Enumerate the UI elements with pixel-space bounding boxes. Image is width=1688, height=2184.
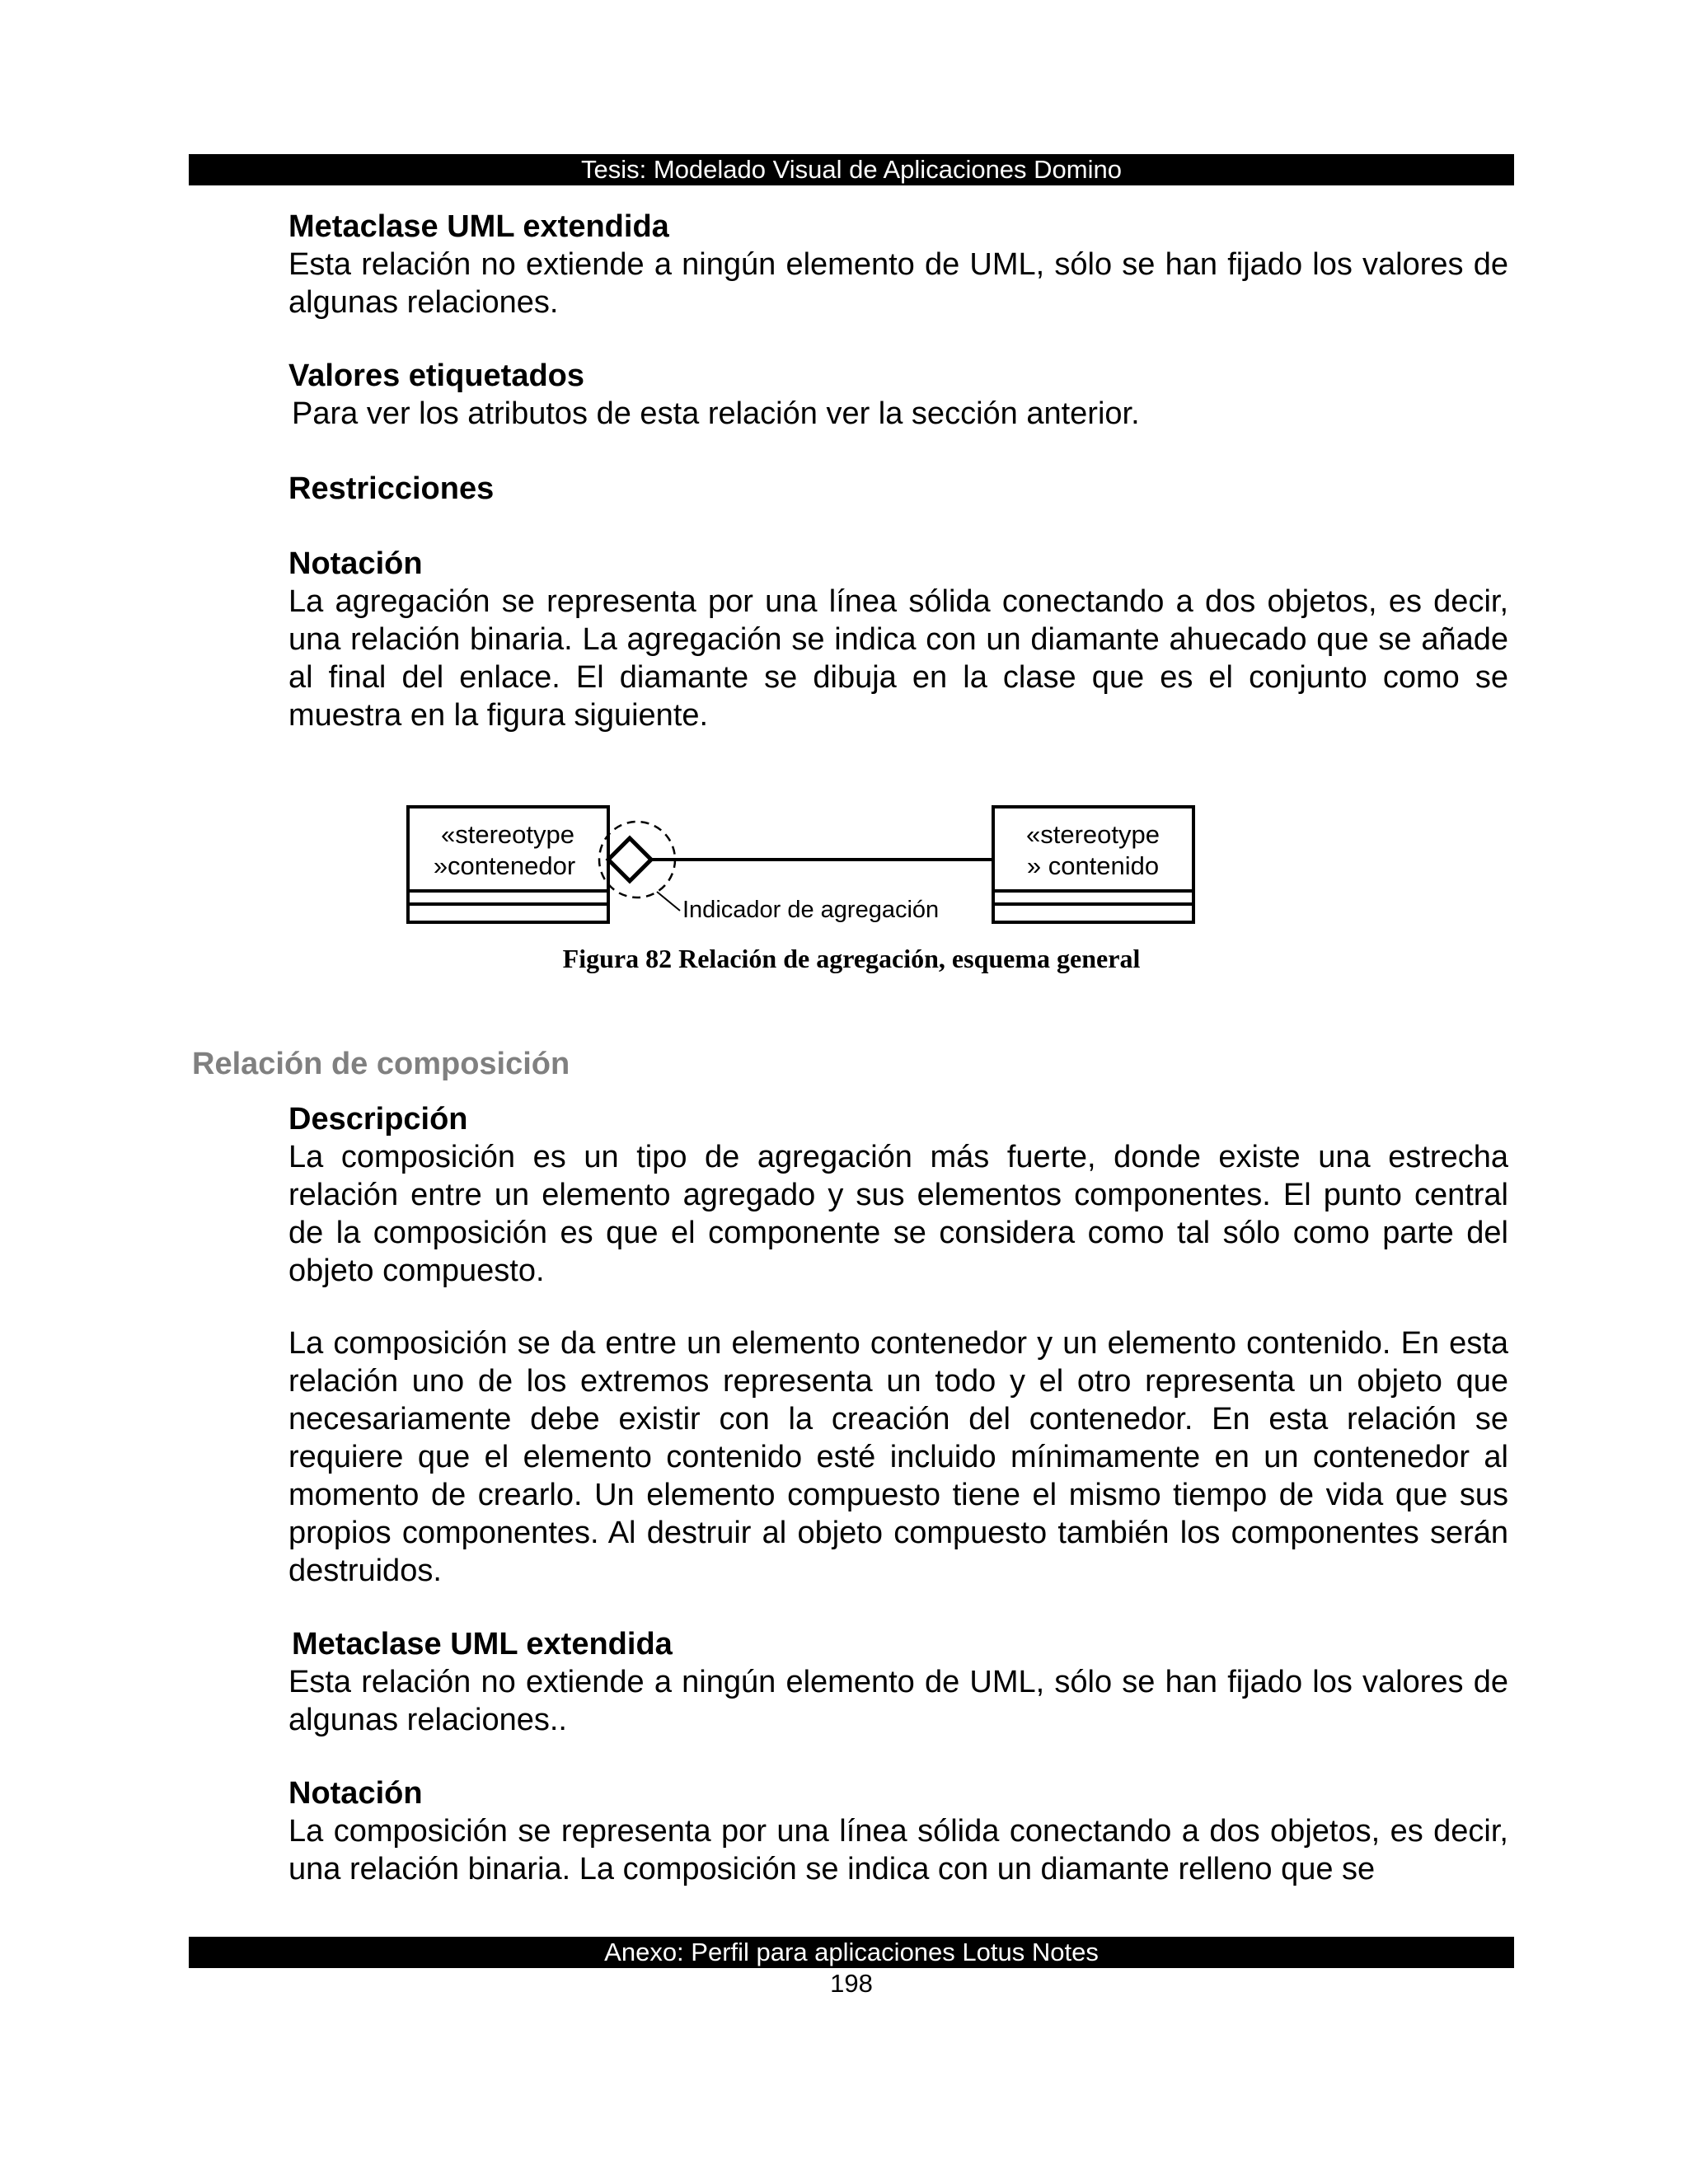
page-footer: Anexo: Perfil para aplicaciones Lotus Notes <box>189 1937 1514 1968</box>
descripcion-section <box>288 1100 1508 1290</box>
notacion-heading-2: Notación <box>288 1776 423 1811</box>
metaclase-section-1 <box>288 208 1508 321</box>
aggregation-diagram <box>404 804 1195 927</box>
notacion-section-1 <box>288 545 1508 734</box>
valores-heading: Valores etiquetados <box>288 359 585 393</box>
metaclase-section-2 <box>288 1625 1508 1739</box>
right-box-name: » contenido <box>1026 851 1160 880</box>
descripcion-text: La composición es un tipo de agregación más fuerte, donde existe una estrecha relación entre un elemento agregado y sus elementos componentes. El punto central de la composición es que el componente se considera como tal sólo como parte del objeto compuesto. <box>288 1140 1508 1288</box>
notacion-text-2: La composición se representa por una línea sólida conectando a dos objetos, es decir, una relación binaria. La composición se indica con un diamante relleno que se <box>288 1814 1508 1886</box>
page-header: Tesis: Modelado Visual de Aplicaciones Domino <box>189 154 1514 185</box>
metaclase-heading-2: Metaclase UML extendida <box>292 1627 673 1661</box>
composicion-text: La composición se da entre un elemento contenedor y un elemento contenido. En esta relación uno de los extremos representa un todo y el otro representa un objeto que necesariamente debe existir con la creación del contenedor. En esta relación se requiere que el elemento contenido esté incluido mínimamente en un contenedor al momento de crearlo. Un elemento compuesto tiene el mismo tiempo de vida que sus propios componentes. Al destruir al objeto compuesto también los componentes serán destruidos. <box>288 1326 1508 1588</box>
left-box-name: »contenedor <box>433 851 576 880</box>
notacion-section-2 <box>288 1774 1508 1888</box>
metaclase-text-2: Esta relación no extiende a ningún elemento de UML, sólo se han fijado los valores de algunas relaciones.. <box>288 1665 1508 1737</box>
notacion-text: La agregación se representa por una línea sólida conectando a dos objetos, es decir, una relación binaria. La agregación se indica con un diamante ahuecado que se añade al final del enlace. El diamante se dibuja en la clase que es el conjunto como se muestra en la figura siguiente. <box>288 584 1508 733</box>
page-number: 198 <box>830 1969 873 1998</box>
right-box-stereotype: «stereotype <box>1026 820 1160 849</box>
section-title: Relación de composición <box>192 1047 570 1081</box>
indicator-leader-line <box>657 892 680 911</box>
valores-text: Para ver los atributos de esta relación ver la sección anterior. <box>292 396 1140 431</box>
indicator-label: Indicador de agregación <box>682 897 940 923</box>
figure-caption: Figura 82 Relación de agregación, esquema general <box>562 944 1141 973</box>
restricciones-heading: Restricciones <box>288 471 495 506</box>
descripcion-heading: Descripción <box>288 1102 468 1137</box>
metaclase-text: Esta relación no extiende a ningún elemento de UML, sólo se han fijado los valores de algunas relaciones. <box>288 247 1508 320</box>
valores-section <box>288 357 1508 433</box>
right-class-box <box>993 807 1193 922</box>
metaclase-heading: Metaclase UML extendida <box>288 209 669 244</box>
restricciones-section <box>288 470 1508 508</box>
left-class-box <box>408 807 608 922</box>
left-box-stereotype: «stereotype <box>441 820 574 849</box>
composicion-paragraph <box>288 1324 1508 1590</box>
notacion-heading: Notación <box>288 546 423 581</box>
hollow-diamond-icon <box>608 838 651 881</box>
